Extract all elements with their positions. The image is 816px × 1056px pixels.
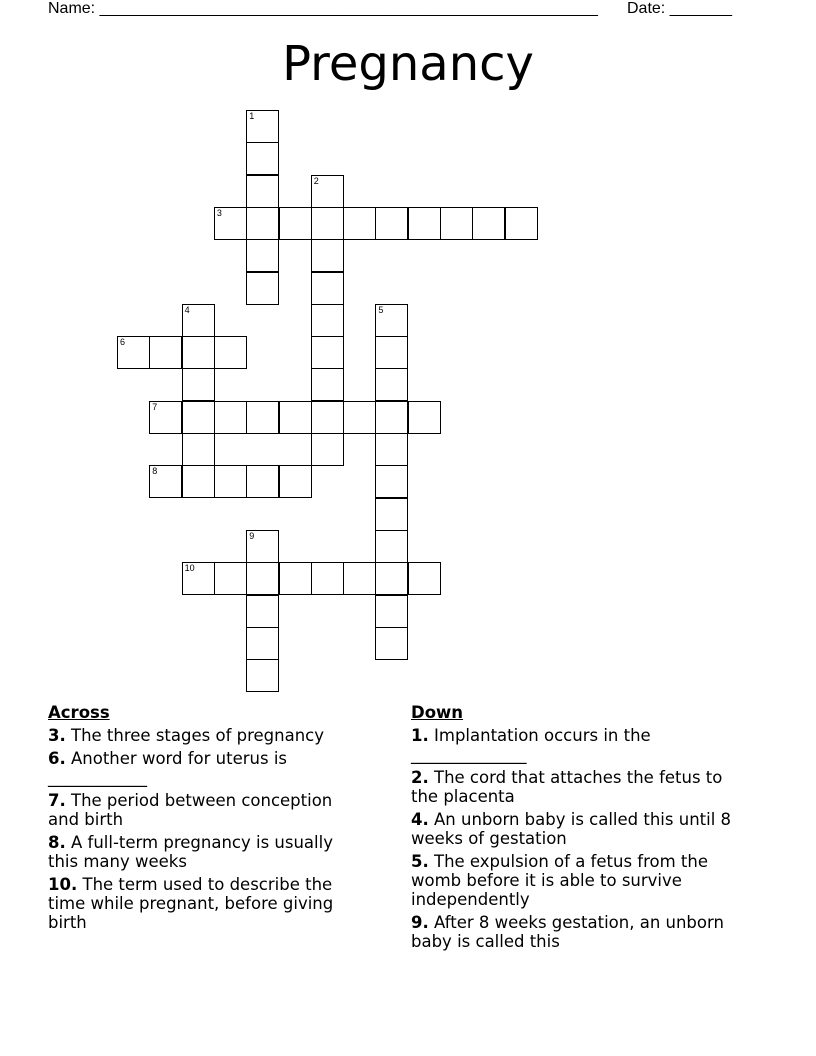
across-clue: [48, 726, 368, 745]
crossword-cell[interactable]: [279, 401, 312, 434]
cell-number: 3: [216, 207, 222, 218]
crossword-cell[interactable]: [375, 498, 408, 531]
crossword-cell[interactable]: [311, 272, 344, 305]
crossword-cell[interactable]: [246, 627, 279, 660]
down-clue: [411, 810, 751, 848]
name-field-label: Name: ________________________________________________________: [48, 0, 598, 17]
crossword-cell[interactable]: [246, 207, 279, 240]
crossword-cell[interactable]: [311, 433, 344, 466]
clue-text: The three stages of pregnancy: [71, 726, 325, 745]
crossword-cell[interactable]: [311, 239, 344, 272]
crossword-cell[interactable]: [214, 465, 247, 498]
clue-number: 1.: [411, 726, 429, 745]
crossword-cell[interactable]: [246, 239, 279, 272]
crossword-cell[interactable]: [214, 336, 247, 369]
cell-number: 4: [184, 304, 190, 315]
crossword-cell[interactable]: [279, 562, 312, 595]
crossword-cell[interactable]: [182, 465, 215, 498]
crossword-cell[interactable]: [182, 433, 215, 466]
crossword-cell[interactable]: [311, 336, 344, 369]
crossword-cell[interactable]: [182, 401, 215, 434]
crossword-cell[interactable]: [311, 562, 344, 595]
across-clue: [48, 833, 368, 871]
clue-text: The expulsion of a fetus from the womb before it is able to survive independently: [411, 852, 709, 909]
clue-number: 4.: [411, 810, 429, 829]
across-clue: [48, 875, 368, 932]
crossword-cell[interactable]: [408, 562, 441, 595]
clue-number: 8.: [48, 833, 66, 852]
crossword-cell[interactable]: [246, 562, 279, 595]
crossword-cell[interactable]: [279, 465, 312, 498]
cell-number: 1: [249, 111, 255, 121]
crossword-cell[interactable]: [149, 465, 182, 498]
date-field-label: Date: _______: [627, 0, 732, 17]
cell-number: 10: [184, 563, 195, 574]
down-clue: [411, 913, 751, 951]
down-clue: [411, 768, 751, 806]
crossword-cell[interactable]: [311, 207, 344, 240]
crossword-cell[interactable]: [311, 368, 344, 401]
crossword-cell[interactable]: [408, 207, 441, 240]
clue-text: The cord that attaches the fetus to the placenta: [411, 768, 723, 806]
clue-number: 7.: [48, 791, 66, 810]
crossword-cell[interactable]: [246, 175, 279, 208]
crossword-cell[interactable]: [375, 207, 408, 240]
crossword-cell[interactable]: [375, 562, 408, 595]
crossword-cell[interactable]: [246, 465, 279, 498]
crossword-cell[interactable]: [149, 336, 182, 369]
clue-text: Implantation occurs in the ______________: [411, 726, 651, 764]
clue-text: An unborn baby is called this until 8 weeks of gestation: [411, 810, 732, 848]
across-heading: Across: [48, 703, 110, 722]
crossword-cell[interactable]: [375, 368, 408, 401]
crossword-cell[interactable]: [375, 530, 408, 563]
crossword-cell[interactable]: [182, 304, 215, 337]
crossword-cell[interactable]: [246, 530, 279, 563]
crossword-cell[interactable]: [246, 142, 279, 175]
crossword-cell[interactable]: [375, 433, 408, 466]
crossword-cell[interactable]: [375, 465, 408, 498]
down-clue: [411, 852, 751, 909]
crossword-cell[interactable]: [375, 336, 408, 369]
clue-text: The term used to describe the time while pregnant, before giving birth: [48, 875, 334, 932]
crossword-cell[interactable]: [214, 401, 247, 434]
crossword-cell[interactable]: [440, 207, 473, 240]
crossword-cell[interactable]: [182, 336, 215, 369]
crossword-cell[interactable]: [246, 595, 279, 628]
crossword-cell[interactable]: [343, 401, 376, 434]
crossword-cell[interactable]: [246, 659, 279, 692]
crossword-cell[interactable]: [214, 207, 247, 240]
crossword-cell[interactable]: [311, 304, 344, 337]
clue-number: 2.: [411, 768, 429, 787]
clue-text: Another word for uterus is ____________: [48, 749, 288, 787]
clue-text: A full-term pregnancy is usually this many weeks: [48, 833, 333, 871]
page-title: Pregnancy: [282, 36, 534, 92]
across-clue: [48, 749, 368, 787]
crossword-cell[interactable]: [472, 207, 505, 240]
crossword-cell[interactable]: [408, 401, 441, 434]
crossword-cell[interactable]: [246, 272, 279, 305]
crossword-cell[interactable]: [182, 368, 215, 401]
clue-number: 3.: [48, 726, 66, 745]
crossword-cell[interactable]: [375, 304, 408, 337]
clue-number: 5.: [411, 852, 429, 871]
down-clue: [411, 726, 751, 764]
cell-number: 6: [120, 337, 126, 348]
cell-number: 2: [313, 175, 319, 186]
clue-number: 10.: [48, 875, 78, 894]
clue-text: After 8 weeks gestation, an unborn baby is called this: [411, 913, 724, 951]
clue-number: 6.: [48, 749, 66, 768]
crossword-cell[interactable]: [375, 401, 408, 434]
crossword-cell[interactable]: [149, 401, 182, 434]
crossword-cell[interactable]: [246, 110, 279, 143]
crossword-cell[interactable]: [375, 595, 408, 628]
crossword-cell[interactable]: [279, 207, 312, 240]
across-clues: [48, 703, 368, 936]
clue-text: The period between conception and birth: [48, 791, 333, 829]
crossword-cell[interactable]: [505, 207, 538, 240]
down-clues: [411, 703, 751, 955]
cell-number: 8: [152, 466, 158, 477]
across-clue: [48, 791, 368, 829]
crossword-cell[interactable]: [343, 562, 376, 595]
down-heading: Down: [411, 703, 464, 722]
crossword-cell[interactable]: [343, 207, 376, 240]
crossword-cell[interactable]: [182, 562, 215, 595]
cell-number: 5: [378, 304, 384, 315]
crossword-cell[interactable]: [214, 562, 247, 595]
clue-number: 9.: [411, 913, 429, 932]
crossword-cell[interactable]: [117, 336, 150, 369]
crossword-cell[interactable]: [311, 175, 344, 208]
crossword-cell[interactable]: [311, 401, 344, 434]
crossword-cell[interactable]: [375, 627, 408, 660]
cell-number: 9: [249, 530, 255, 541]
cell-number: 7: [152, 401, 158, 412]
crossword-cell[interactable]: [246, 401, 279, 434]
